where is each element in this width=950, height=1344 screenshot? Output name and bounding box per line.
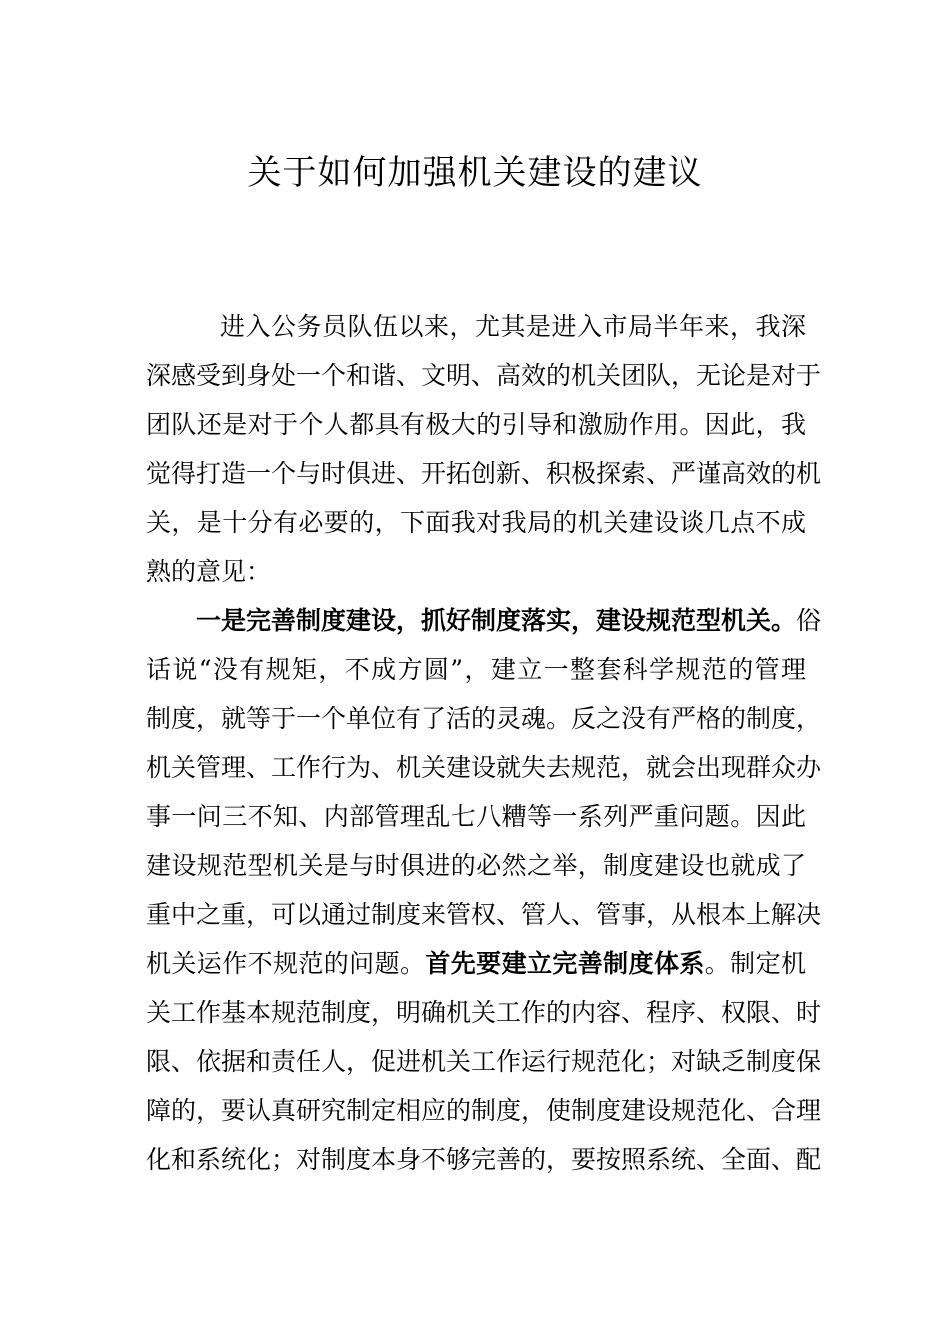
paragraph-line: 化和系统化；对制度本身不够完善的，要按照系统、全面、配 <box>146 1145 822 1174</box>
point-heading: 一是完善制度建设，抓好制度落实，建设规范型机关。 <box>196 606 797 635</box>
paragraph-line: 进入公务员队伍以来，尤其是进入市局半年来，我深 <box>220 312 806 341</box>
paragraph-line: 关，是十分有必要的，下面我对我局的机关建设谈几点不成 <box>146 508 806 537</box>
paragraph-line <box>146 596 822 645</box>
paragraph-text: 。制定机 <box>704 949 806 978</box>
emphasis-text: 首先要建立完善制度体系 <box>425 949 705 978</box>
paragraph-line: 熟的意见： <box>146 557 272 586</box>
paragraph-line: 团队还是对于个人都具有极大的引导和激励作用。因此，我 <box>146 410 806 439</box>
paragraph-line: 限、依据和责任人，促进机关工作运行规范化；对缺乏制度保 <box>146 1047 822 1076</box>
paragraph-line: 事一问三不知、内部管理乱七八糟等一系列严重问题。因此 <box>146 802 806 831</box>
paragraph-line: 障的，要认真研究制定相应的制度，使制度建设规范化、合理 <box>146 1096 822 1125</box>
paragraph-line: 机关管理、工作行为、机关建设就失去规范，就会出现群众办 <box>146 753 822 782</box>
paragraph-line <box>146 939 806 988</box>
paragraph-line: 建设规范型机关是与时俱进的必然之举，制度建设也就成了 <box>146 851 806 880</box>
paragraph-line: 深感受到身处一个和谐、文明、高效的机关团队，无论是对于 <box>146 361 822 390</box>
paragraph-line: 重中之重，可以通过制度来管权、管人、管事，从根本上解决 <box>146 900 822 929</box>
paragraph-line: 关工作基本规范制度，明确机关工作的内容、程序、权限、时 <box>146 998 822 1027</box>
document-body <box>146 302 822 1184</box>
paragraph-text: 俗 <box>796 606 822 635</box>
paragraph-line: 觉得打造一个与时俱进、开拓创新、积极探索、严谨高效的机 <box>146 459 822 488</box>
paragraph-text: 机关运作不规范的问题。 <box>146 949 426 978</box>
paragraph-point-one <box>146 596 822 1184</box>
paragraph-line: 制度，就等于一个单位有了活的灵魂。反之没有严格的制度， <box>146 704 822 733</box>
document-title: 关于如何加强机关建设的建议 <box>247 153 703 193</box>
paragraph-intro <box>146 302 822 596</box>
paragraph-line: 话说“没有规矩，不成方圆”，建立一整套科学规范的管理 <box>146 655 806 684</box>
